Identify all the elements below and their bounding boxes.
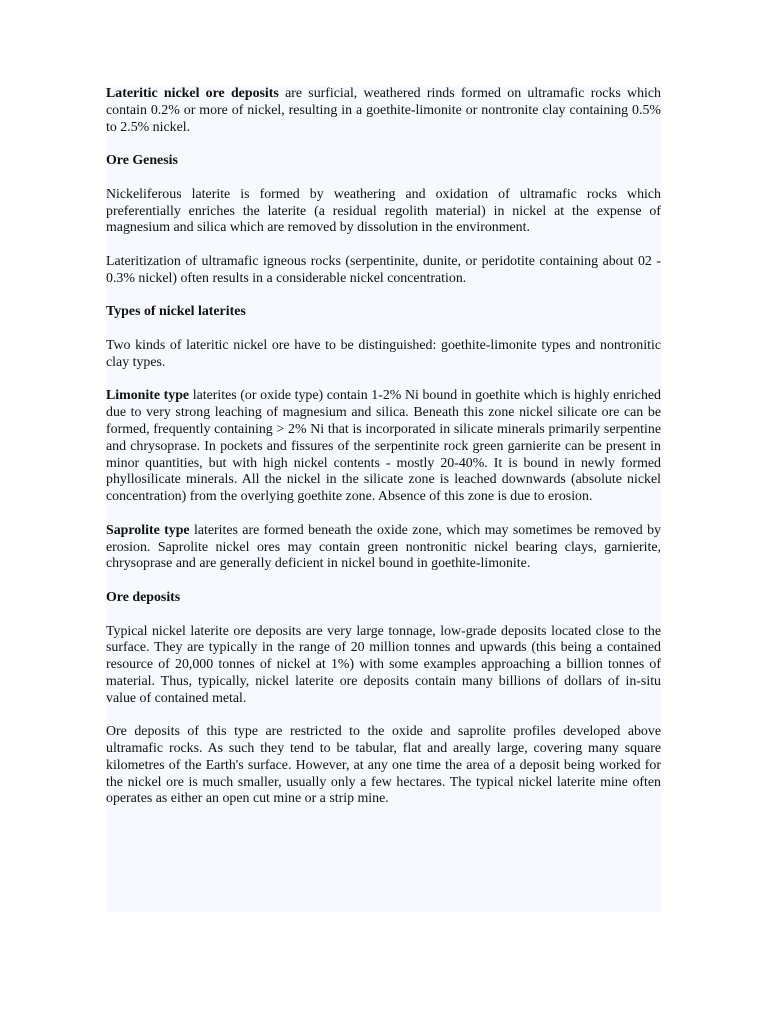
saprolite-lead-term: Saprolite type xyxy=(106,522,190,538)
intro-paragraph xyxy=(106,86,661,136)
paragraph-typical-deposits: Typical nickel laterite ore deposits are very large tonnage, low-grade deposits located close to the surface. They are typically in the range of 20 million tonnes and upwards (this being a contained resource of 20,000 tonnes of nickel at 1%) with some examples approaching a billion tonnes of material. Thus, typically, nickel laterite ore deposits contain many billions of dollars of in-situ value of contained metal. xyxy=(106,623,661,706)
limonite-text: laterites (or oxide type) contain 1-2% Ni bound in goethite which is highly enriched due to very strong leaching of magnesium and silica. Beneath this zone nickel silicate ore can be formed, frequently containing > 2% Ni that is incorporated in silicate minerals primarily serpentine and chrysoprase. In pockets and fissures of the serpentinite rock green garnierite can be present in minor quantities, but with high nickel contents - mostly 20-40%. It is bound in newly formed phyllosilicate minerals. All the nickel in the silicate zone is leached downwards (absolute nickel concentration) from the overlying goethite zone. Absence of this zone is due to erosion. xyxy=(106,388,661,505)
heading-ore-genesis: Ore Genesis xyxy=(106,153,178,169)
paragraph-genesis: Nickeliferous laterite is formed by weathering and oxidation of ultramafic rocks which preferentially enriches the laterite (a residual regolith material) in nickel at the expense of magnesium and silica which are removed by dissolution in the environment. xyxy=(106,186,661,236)
paragraph-limonite xyxy=(106,388,661,506)
intro-lead-term: Lateritic nickel ore deposits xyxy=(106,86,279,101)
intro-text: are surficial, weathered rinds formed on ultramafic rocks which contain 0.2% or more of nickel, resulting in a goethite-limonite or nontronite clay containing 0.5% to 2.5% nickel. xyxy=(106,86,662,135)
saprolite-text: laterites are formed beneath the oxide zone, which may sometimes be removed by erosion. Saprolite nickel ores may contain green nontronitic nickel bearing clays, garnierite, chrysoprase and are generally deficient in nickel bound in goethite-limonite. xyxy=(106,522,661,572)
document-body xyxy=(106,86,661,912)
limonite-lead-term: Limonite type xyxy=(106,388,190,404)
paragraph-restricted: Ore deposits of this type are restricted to the oxide and saprolite profiles developed above ultramafic rocks. As such they tend to be tabular, flat and areally large, covering many square kilometres of the Earth's surface. However, at any one time the area of a deposit being worked for the nickel ore is much smaller, usually only a few hectares. The typical nickel laterite mine often operates as either an open cut mine or a strip mine. xyxy=(106,724,661,807)
heading-types: Types of nickel laterites xyxy=(106,304,246,320)
paragraph-saprolite xyxy=(106,523,661,573)
paragraph-lateritization: Lateritization of ultramafic igneous rocks (serpentinite, dunite, or peridotite containing about 02 - 0.3% nickel) often results in a considerable nickel concentration. xyxy=(106,253,661,286)
heading-ore-deposits: Ore deposits xyxy=(106,589,181,605)
paragraph-two-kinds: Two kinds of lateritic nickel ore have to be distinguished: goethite-limonite types and nontronitic clay types. xyxy=(106,337,661,370)
